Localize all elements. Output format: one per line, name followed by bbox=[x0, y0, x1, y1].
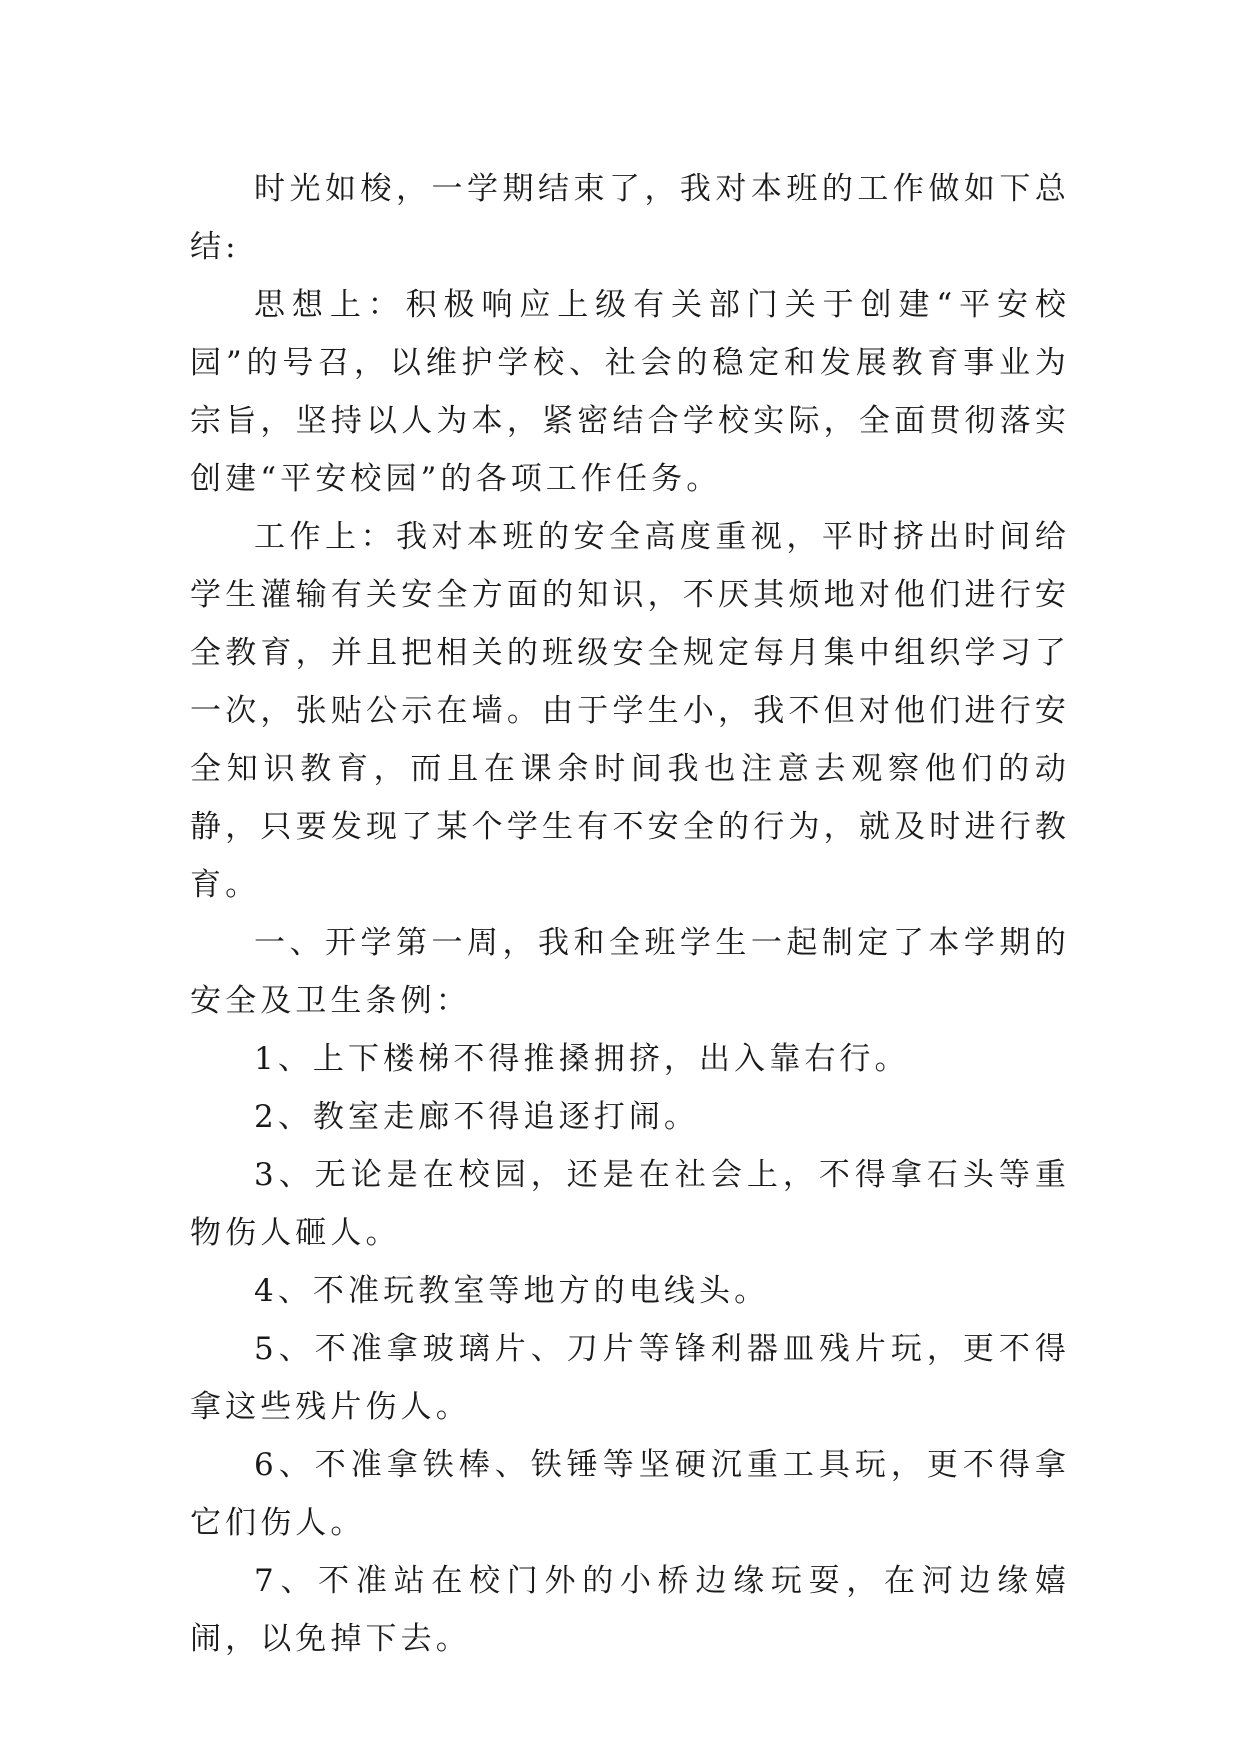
rule-item-7: 7、不准站在校门外的小桥边缘玩耍，在河边缘嬉闹，以免掉下去。 bbox=[190, 1563, 1070, 1657]
paragraph-work: 工作上：我对本班的安全高度重视，平时挤出时间给学生灌输有关安全方面的知识，不厌其烦地对他们进行安全教育，并且把相关的班级安全规定每月集中组织学习了一次，张贴公示在墙。由于学生小，我不但对他们进行安全知识教育，而且在课余时间我也注意去观察他们的动静，只要发现了某个学生有不安全的行为，就及时进行教育。 bbox=[190, 519, 1070, 903]
document-body bbox=[190, 160, 1070, 1668]
rule-item-4: 4、不准玩教室等地方的电线头。 bbox=[254, 1273, 770, 1309]
rule-item-1: 1、上下楼梯不得推搡拥挤，出入靠右行。 bbox=[254, 1041, 910, 1077]
rule-item-6: 6、不准拿铁棒、铁锤等坚硬沉重工具玩，更不得拿它们伤人。 bbox=[190, 1447, 1070, 1541]
rule-item-3: 3、无论是在校园，还是在社会上，不得拿石头等重物伤人砸人。 bbox=[190, 1157, 1070, 1251]
paragraph-section-one: 一、开学第一周，我和全班学生一起制定了本学期的安全及卫生条例： bbox=[190, 925, 1070, 1019]
rule-item-5: 5、不准拿玻璃片、刀片等锋利器皿残片玩，更不得拿这些残片伤人。 bbox=[190, 1331, 1070, 1425]
rule-item-2: 2、教室走廊不得追逐打闹。 bbox=[254, 1099, 700, 1135]
paragraph-thought: 思想上：积极响应上级有关部门关于创建“平安校园”的号召，以维护学校、社会的稳定和发展教育事业为宗旨，坚持以人为本，紧密结合学校实际，全面贯彻落实创建“平安校园”的各项工作任务。 bbox=[190, 287, 1070, 497]
paragraph-intro: 时光如梭，一学期结束了，我对本班的工作做如下总结: bbox=[190, 171, 1070, 265]
